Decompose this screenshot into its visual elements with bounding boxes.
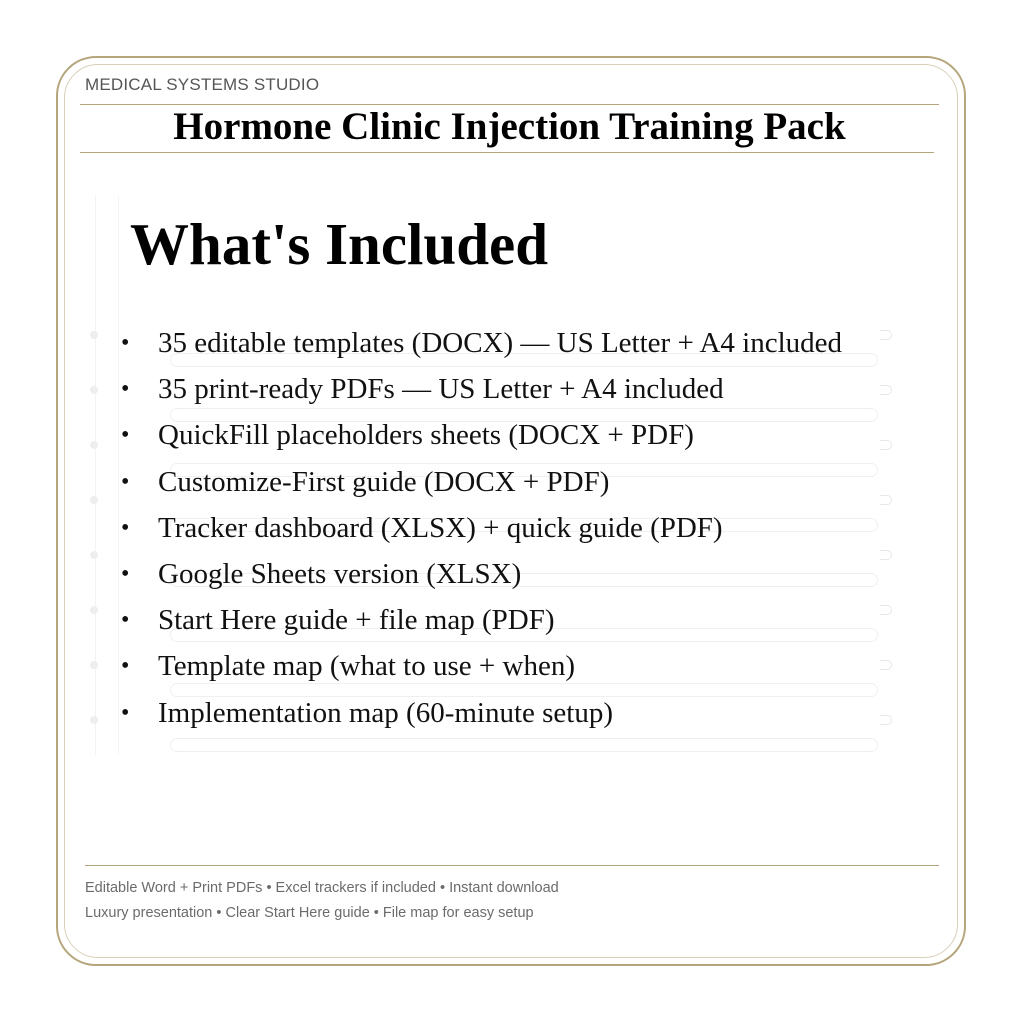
faint-row-tab [880,440,892,450]
document-title: Hormone Clinic Injection Training Pack [173,105,846,148]
bullet-icon: • [121,376,130,403]
bullet-icon: • [121,653,130,680]
faint-row-dot [90,716,98,724]
faint-row-dot [90,606,98,614]
faint-row-dot [90,551,98,559]
list-item-text: Implementation map (60-minute setup) [158,696,614,729]
list-item [115,414,842,460]
bullet-icon: • [121,560,130,587]
list-item-text: Customize-First guide (DOCX + PDF) [158,465,610,498]
title-rule-bottom [80,152,934,153]
list-item [115,692,842,738]
included-items-list [115,322,842,738]
faint-row-line [170,738,878,752]
faint-row-tab [880,550,892,560]
footer-rule [85,865,939,866]
list-item-text: Start Here guide + file map (PDF) [158,604,555,637]
faint-row-dot [90,661,98,669]
faint-row-dot [90,331,98,339]
list-item [115,461,842,507]
faint-row-tab [880,330,892,340]
list-item [115,368,842,414]
bullet-icon: • [121,607,130,634]
faint-row-tab [880,495,892,505]
faint-row-tab [880,605,892,615]
list-item-text: Template map (what to use + when) [158,650,575,683]
faint-row-dot [90,496,98,504]
faint-row-dot [90,441,98,449]
section-heading: What's Included [130,211,549,277]
list-item [115,599,842,645]
faint-row-tab [880,715,892,725]
faint-row-dot [90,386,98,394]
list-item [115,322,842,368]
bullet-icon: • [121,699,130,726]
bullet-icon: • [121,422,130,449]
faint-row-tab [880,660,892,670]
list-item [115,553,842,599]
list-item [115,507,842,553]
list-item-text: 35 print-ready PDFs — US Letter + A4 included [158,373,724,406]
footer-line-2: Luxury presentation • Clear Start Here guide • File map for easy setup [85,905,534,921]
brand-label: MEDICAL SYSTEMS STUDIO [85,75,320,94]
bullet-icon: • [121,330,130,356]
list-item-text: Google Sheets version (XLSX) [158,557,522,590]
footer-line-1: Editable Word + Print PDFs • Excel trackers if included • Instant download [85,880,559,896]
bullet-icon: • [121,514,130,541]
list-item-text: QuickFill placeholders sheets (DOCX + PDF) [158,419,694,452]
list-item [115,645,842,691]
list-item-text: Tracker dashboard (XLSX) + quick guide (PDF) [158,511,723,544]
faint-row-tab [880,385,892,395]
bullet-icon: • [121,468,130,495]
list-item-text: 35 editable templates (DOCX) — US Letter + A4 included [158,327,843,359]
